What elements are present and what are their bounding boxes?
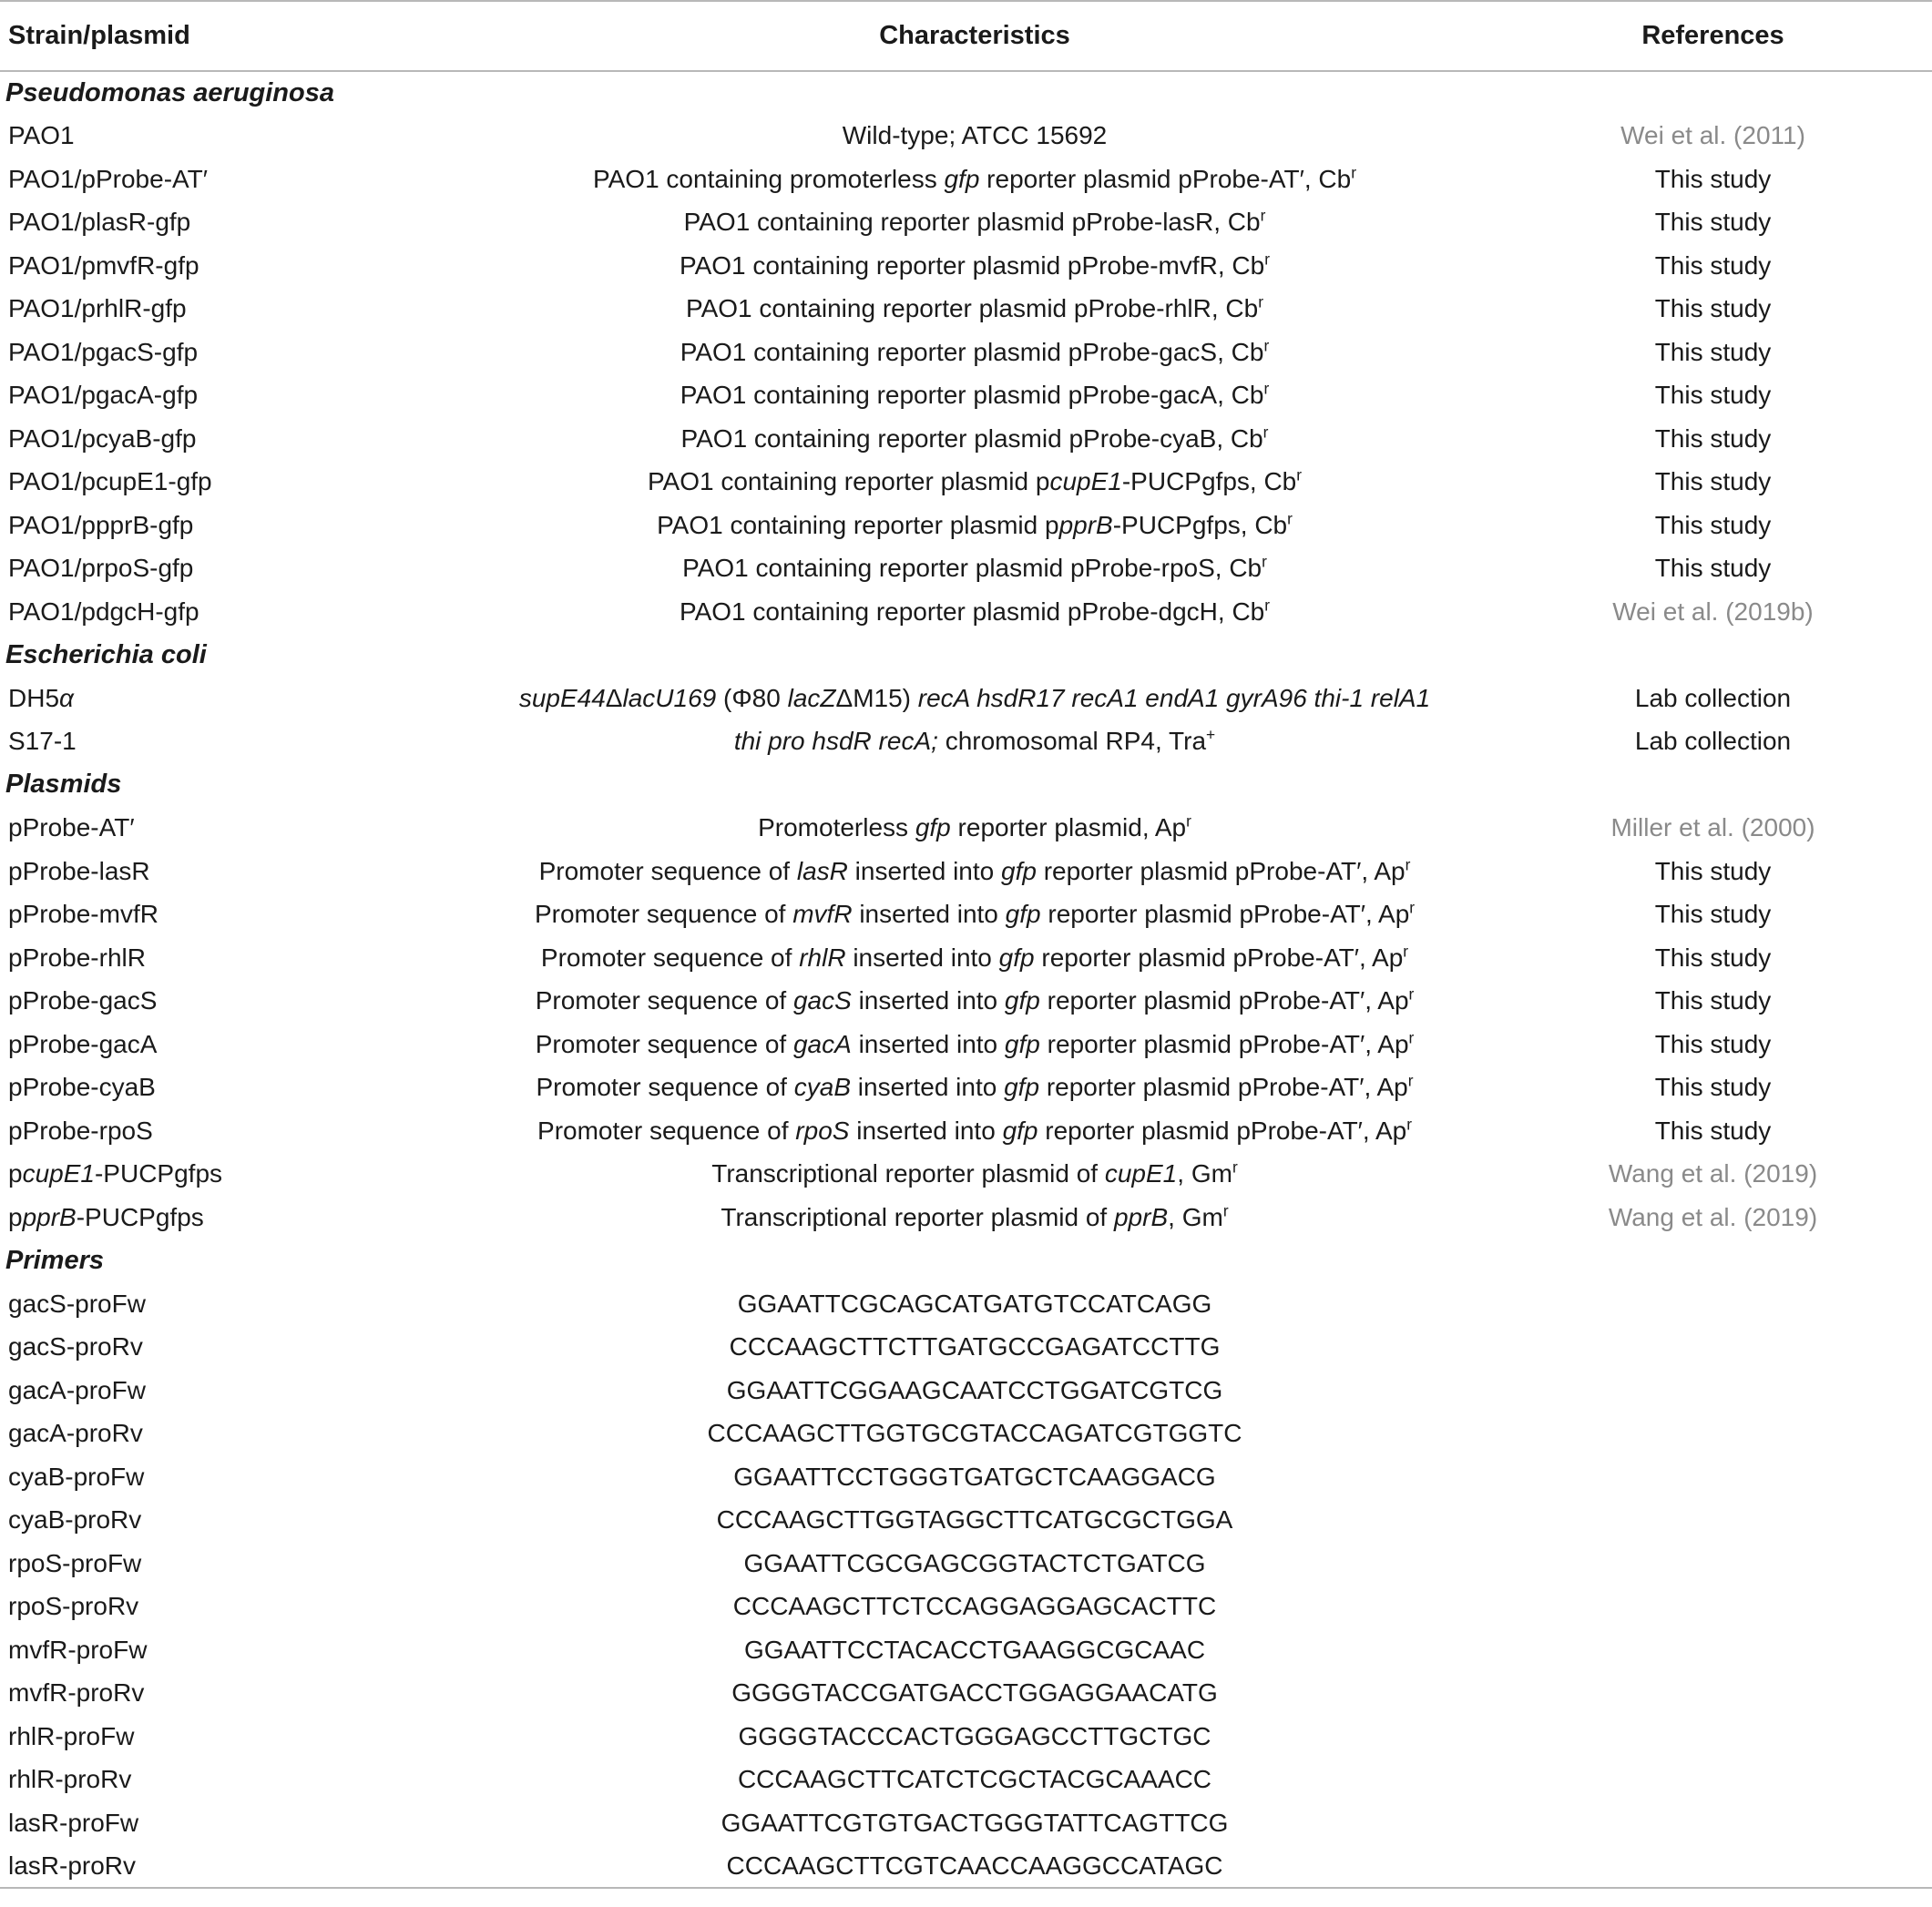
strain-plasmid-cell: pProbe-mvfR: [8, 900, 158, 929]
characteristics-cell: PAO1 containing reporter plasmid pProbe-lasR, Cb$^r$: [683, 206, 1266, 237]
table-row: [0, 547, 1932, 591]
reference-cell: Lab collection: [1634, 727, 1792, 756]
reference-cell: This study: [1654, 856, 1772, 885]
characteristics-cell: PAO1 containing promoterless gfp reporter plasmid pProbe-AT′, Cb$^r$: [593, 163, 1356, 193]
table-row: [0, 115, 1932, 158]
reference-cell: [1494, 1369, 1932, 1412]
table-row: [0, 1801, 1932, 1845]
characteristics-cell: CCCAAGCTTCATCTCGCTACGCAAACC: [737, 1765, 1212, 1794]
reference-cell: [1494, 1628, 1932, 1672]
reference-cell: This study: [1654, 467, 1772, 496]
table-row: [0, 331, 1932, 374]
reference-cell: This study: [1654, 294, 1772, 323]
table-row: [0, 1282, 1932, 1326]
strain-plasmid-cell: pProbe-AT′: [8, 813, 135, 842]
characteristics-cell: CCCAAGCTTCGTCAACCAAGGCCATAGC: [455, 1845, 1494, 1889]
characteristics-cell: CCCAAGCTTGGTAGGCTTCATGCGCTGGA: [716, 1505, 1233, 1535]
table-row: [0, 288, 1932, 331]
characteristics-cell: GGAATTCGTGTGACTGGGTATTCAGTTCG: [721, 1808, 1229, 1837]
table-row: [0, 1628, 1932, 1672]
strain-plasmid-cell: PAO1/pgacA-gfp: [8, 381, 199, 410]
strain-plasmid-cell: PAO1/ppprB-gfp: [8, 510, 194, 539]
reference-cell: [1494, 1455, 1932, 1499]
table-row: [0, 1196, 1932, 1239]
table-row: [0, 1586, 1932, 1629]
reference-link[interactable]: Wei et al. (2019b): [1612, 597, 1814, 626]
strain-plasmid-cell: pProbe-cyaB: [8, 1073, 156, 1102]
characteristics-cell: CCCAAGCTTGGTGCGTACCAGATCGTGGTC: [707, 1419, 1242, 1448]
table-body: [0, 71, 1932, 1888]
strain-plasmid-cell: rhlR-proRv: [8, 1765, 132, 1794]
reference-cell: This study: [1654, 900, 1772, 929]
table-row: [0, 504, 1932, 547]
table-row: [0, 1109, 1932, 1153]
strain-plasmid-cell: lasR-proRv: [0, 1845, 455, 1889]
reference-cell: This study: [1654, 208, 1772, 237]
reference-cell: [1494, 1759, 1932, 1802]
strain-plasmid-cell: pProbe-gacS: [8, 986, 158, 1015]
reference-cell: [1494, 1586, 1932, 1629]
table-row: [0, 980, 1932, 1024]
reference-cell: This study: [1654, 943, 1772, 972]
reference-cell: [1494, 1542, 1932, 1586]
table-row: [0, 1455, 1932, 1499]
section-title: Primers: [5, 1245, 105, 1275]
header-row: [0, 1, 1932, 71]
strain-plasmid-cell: rpoS-proFw: [8, 1548, 142, 1577]
characteristics-cell: Promoter sequence of rhlR inserted into gfp reporter plasmid pProbe-AT′, Ap$^r$: [540, 942, 1409, 972]
header-characteristics: Characteristics: [455, 1, 1494, 71]
characteristics-cell: PAO1 containing reporter plasmid pProbe-mvfR, Cb$^r$: [680, 250, 1270, 280]
section-row: [0, 634, 1932, 678]
strain-plasmid-cell: rhlR-proFw: [8, 1721, 135, 1750]
strain-plasmid-cell: gacS-proRv: [8, 1332, 143, 1361]
strain-plasmid-cell: pProbe-gacA: [8, 1029, 158, 1058]
strain-plasmid-cell: DH5α: [8, 683, 74, 712]
characteristics-cell: supE44ΔlacU169 (Φ80 lacZΔM15) recA hsdR17 recA1 endA1 gyrA96 thi-1 relA1: [518, 683, 1431, 712]
reference-cell: [1494, 1412, 1932, 1456]
reference-cell: This study: [1654, 337, 1772, 366]
strain-plasmid-cell: PAO1/plasR-gfp: [8, 208, 191, 237]
table-row: [0, 374, 1932, 418]
strain-plasmid-cell: PAO1/pdgcH-gfp: [8, 597, 199, 626]
table-row: [0, 158, 1932, 201]
strain-plasmid-cell: PAO1/prhlR-gfp: [8, 294, 187, 323]
characteristics-cell: GGGGTACCCACTGGGAGCCTTGCTGC: [738, 1721, 1211, 1750]
reference-cell: This study: [1654, 1116, 1772, 1145]
strain-plasmid-cell: rpoS-proRv: [8, 1592, 139, 1621]
characteristics-cell: Promoterless gfp reporter plasmid, Ap$^r$: [758, 811, 1191, 842]
reference-cell: [1494, 1672, 1932, 1716]
reference-cell: [1494, 1282, 1932, 1326]
reference-cell: This study: [1654, 1029, 1772, 1058]
strain-plasmid-cell: cyaB-proRv: [8, 1505, 142, 1535]
table-row: [0, 1715, 1932, 1759]
table-row: [0, 893, 1932, 937]
reference-link[interactable]: Miller et al. (2000): [1610, 813, 1815, 842]
strain-plasmid-cell: gacS-proFw: [8, 1289, 146, 1318]
characteristics-cell: PAO1 containing reporter plasmid pProbe-rpoS, Cb$^r$: [682, 552, 1267, 583]
strain-plasmid-cell: PAO1/prpoS-gfp: [8, 554, 194, 583]
section-row: [0, 763, 1932, 807]
section-row: [0, 1239, 1932, 1283]
strain-plasmid-cell: pProbe-lasR: [8, 856, 150, 885]
strain-plasmid-cell: gacA-proFw: [8, 1375, 146, 1404]
characteristics-cell: Transcriptional reporter plasmid of cupE1, Gm$^r$: [711, 1157, 1238, 1188]
table-row: [0, 936, 1932, 980]
reference-cell: This study: [1654, 510, 1772, 539]
characteristics-cell: CCCAAGCTTCTTGATGCCGAGATCCTTG: [729, 1332, 1221, 1361]
reference-link[interactable]: Wang et al. (2019): [1608, 1159, 1818, 1188]
table-row: [0, 807, 1932, 851]
characteristics-cell: PAO1 containing reporter plasmid pProbe-rhlR, Cb$^r$: [685, 292, 1263, 323]
characteristics-cell: PAO1 containing reporter plasmid pProbe-cyaB, Cb$^r$: [680, 423, 1269, 453]
strain-plasmid-cell: gacA-proRv: [8, 1419, 143, 1448]
characteristics-cell: Promoter sequence of gacA inserted into gfp reporter plasmid pProbe-AT′, Ap$^r$: [535, 1028, 1415, 1058]
table-row: [0, 720, 1932, 764]
header-references: References: [1494, 1, 1932, 71]
table-row: [0, 1369, 1932, 1412]
characteristics-cell: Promoter sequence of lasR inserted into gfp reporter plasmid pProbe-AT′, Ap$^r$: [538, 855, 1411, 885]
reference-cell: This study: [1654, 554, 1772, 583]
characteristics-cell: Promoter sequence of mvfR inserted into gfp reporter plasmid pProbe-AT′, Ap$^r$: [534, 898, 1416, 929]
characteristics-cell: Promoter sequence of rpoS inserted into gfp reporter plasmid pProbe-AT′, Ap$^r$: [537, 1115, 1412, 1145]
header-strain-plasmid: Strain/plasmid: [0, 1, 455, 71]
reference-link[interactable]: Wang et al. (2019): [1608, 1202, 1818, 1231]
characteristics-cell: GGAATTCGCAGCATGATGTCCATCAGG: [737, 1289, 1212, 1318]
characteristics-cell: PAO1 containing reporter plasmid ppprB-PUCPgfps, Cb$^r$: [657, 509, 1293, 539]
reference-cell: This study: [1654, 1073, 1772, 1102]
table-row: [0, 244, 1932, 288]
reference-cell: This study: [1654, 381, 1772, 410]
table-row: [0, 850, 1932, 893]
table-row: [0, 677, 1932, 720]
table-row: [0, 1499, 1932, 1543]
reference-cell: This study: [1654, 423, 1772, 453]
characteristics-cell: PAO1 containing reporter plasmid pProbe-dgcH, Cb$^r$: [679, 596, 1271, 626]
strain-plasmid-cell: mvfR-proRv: [8, 1678, 145, 1708]
strain-plasmid-cell: pProbe-rhlR: [8, 943, 146, 972]
section-title: Plasmids: [5, 770, 122, 800]
reference-link[interactable]: Wei et al. (2011): [1620, 121, 1805, 150]
strain-plasmid-cell: cyaB-proFw: [8, 1462, 145, 1491]
characteristics-cell: Promoter sequence of gacS inserted into gfp reporter plasmid pProbe-AT′, Ap$^r$: [535, 984, 1415, 1015]
strain-plasmid-cell: S17-1: [8, 727, 77, 756]
table-row: [0, 461, 1932, 505]
table-row: [0, 417, 1932, 461]
strain-plasmid-cell: PAO1: [8, 121, 75, 150]
table-row: [0, 1412, 1932, 1456]
reference-cell: This study: [1654, 164, 1772, 193]
section-title: Escherichia coli: [5, 639, 207, 669]
reference-cell: This study: [1654, 986, 1772, 1015]
characteristics-cell: PAO1 containing reporter plasmid pcupE1-PUCPgfps, Cb$^r$: [647, 465, 1303, 496]
characteristics-cell: Promoter sequence of cyaB inserted into gfp reporter plasmid pProbe-AT′, Ap$^r$: [536, 1071, 1414, 1102]
table-row: [0, 1672, 1932, 1716]
table-row: [0, 1023, 1932, 1066]
characteristics-cell: PAO1 containing reporter plasmid pProbe-gacS, Cb$^r$: [680, 336, 1270, 366]
characteristics-cell: GGAATTCCTGGGTGATGCTCAAGGACG: [733, 1462, 1216, 1491]
strain-plasmid-cell: pProbe-rpoS: [8, 1116, 153, 1145]
reference-cell: Lab collection: [1634, 683, 1792, 712]
characteristics-cell: CCCAAGCTTCTCCAGGAGGAGCACTTC: [732, 1592, 1217, 1621]
strain-plasmid-cell: PAO1/pgacS-gfp: [8, 337, 199, 366]
strain-plasmid-cell: PAO1/pcupE1-gfp: [8, 467, 212, 496]
table-row: [0, 1066, 1932, 1110]
section-row: [0, 71, 1932, 115]
reference-cell: [1494, 1715, 1932, 1759]
characteristics-cell: GGAATTCCTACACCTGAAGGCGCAAC: [743, 1635, 1206, 1664]
section-title: Pseudomonas aeruginosa: [5, 77, 334, 107]
characteristics-cell: GGGGTACCGATGACCTGGAGGAACATG: [731, 1678, 1218, 1708]
characteristics-cell: PAO1 containing reporter plasmid pProbe-gacA, Cb$^r$: [680, 379, 1270, 410]
table-row: [0, 201, 1932, 245]
table-row: [0, 1542, 1932, 1586]
reference-cell: [1494, 1326, 1932, 1370]
table-row: [0, 1153, 1932, 1197]
reference-cell: [1494, 1499, 1932, 1543]
strain-plasmid-cell: mvfR-proFw: [8, 1635, 148, 1664]
characteristics-cell: GGAATTCGCGAGCGGTACTCTGATCG: [743, 1548, 1206, 1577]
strain-plasmid-cell: PAO1/pmvfR-gfp: [8, 250, 199, 280]
table-header: [0, 1, 1932, 71]
table-row: [0, 590, 1932, 634]
characteristics-cell: Transcriptional reporter plasmid of pprB, Gm$^r$: [721, 1201, 1229, 1231]
table-row: [0, 1759, 1932, 1802]
reference-cell: This study: [1654, 250, 1772, 280]
strain-plasmid-cell: lasR-proFw: [8, 1808, 139, 1837]
strain-plasmid-cell: pcupE1-PUCPgfps: [8, 1159, 223, 1188]
characteristics-cell: thi pro hsdR recA; chromosomal RP4, Tra+: [733, 725, 1216, 756]
strain-plasmid-cell: PAO1/pcyaB-gfp: [8, 423, 197, 453]
table-row: [0, 1845, 1932, 1889]
table-row: [0, 1326, 1932, 1370]
characteristics-cell: GGAATTCGGAAGCAATCCTGGATCGTCG: [726, 1375, 1223, 1404]
reference-cell: [1494, 1845, 1932, 1889]
strain-plasmid-cell: PAO1/pProbe-AT′: [8, 164, 208, 193]
characteristics-cell: Wild-type; ATCC 15692: [842, 121, 1108, 150]
reference-cell: [1494, 1801, 1932, 1845]
strain-plasmid-cell: ppprB-PUCPgfps: [8, 1202, 204, 1231]
